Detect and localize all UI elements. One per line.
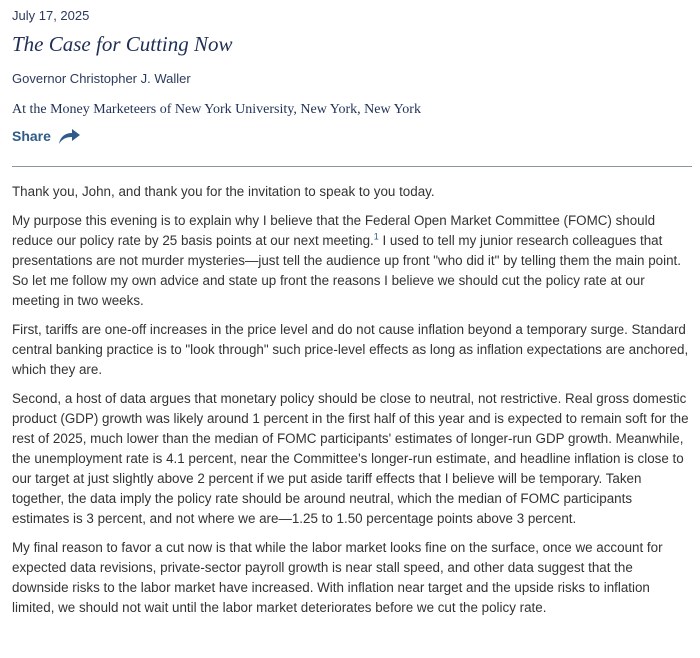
- share-arrow-icon: [57, 127, 81, 145]
- speech-location: At the Money Marketeers of New York University, New York, New York: [12, 102, 421, 117]
- paragraph-2-text-a: My purpose this evening is to explain why I believe that the Federal Open Market Committee (FOMC) should reduce our policy rate by 25 basis points at our next meeting.: [12, 213, 656, 248]
- speaker-name[interactable]: Governor Christopher J. Waller: [12, 71, 191, 86]
- footnote-1-link[interactable]: 1: [373, 231, 379, 242]
- paragraph-4: Second, a host of data argues that monetary policy should be close to neutral, not restrictive. Real gross domestic product (GDP) growth was likely around 1 percent in the first half of this year and is expected to remain soft for the rest of 2025, much lower than the median of FOMC participants' estimates of longer-run GDP growth. Meanwhile, the unemployment rate is 4.1 percent, near the Committee's longer-run estimate, and headline inflation is close to our target at just slightly above 2 percent if we put aside tariff effects that I believe will be temporary. Taken together, the data imply the policy rate should be around neutral, which the median of FOMC participants estimates is 3 percent, and not where we are—1.25 to 1.50 percentage points above 3 percent.: [12, 391, 689, 526]
- paragraph-2-text-b: I used to tell my junior research colleagues that presentations are not murder mysteries—just tell the audience up front "who did it" by telling them the main point. So let me follow my own advice and state up front the reasons I believe we should cut the policy rate at our meeting in two weeks.: [12, 233, 681, 308]
- paragraph-3: First, tariffs are one-off increases in the price level and do not cause inflation beyond a temporary surge. Standard central banking practice is to "look through" such price-level effects as long as inflation expectations are anchored, which they are.: [12, 322, 689, 377]
- share-label: Share: [12, 128, 51, 144]
- speech-title: The Case for Cutting Now: [12, 32, 233, 56]
- header-divider: [12, 166, 692, 167]
- paragraph-2: [12, 211, 692, 311]
- speech-date: July 17, 2025: [12, 8, 90, 23]
- paragraph-5: My final reason to favor a cut now is that while the labor market looks fine on the surface, once we account for expected data revisions, private-sector payroll growth is near stall speed, and other data suggest that the downside risks to the labor market have increased. With inflation near target and the upside risks to inflation limited, we should not wait until the labor market deteriorates before we cut the policy rate.: [12, 540, 663, 615]
- speech-body: [12, 182, 692, 627]
- paragraph-1: Thank you, John, and thank you for the invitation to speak to you today.: [12, 184, 435, 199]
- share-button[interactable]: [12, 127, 81, 145]
